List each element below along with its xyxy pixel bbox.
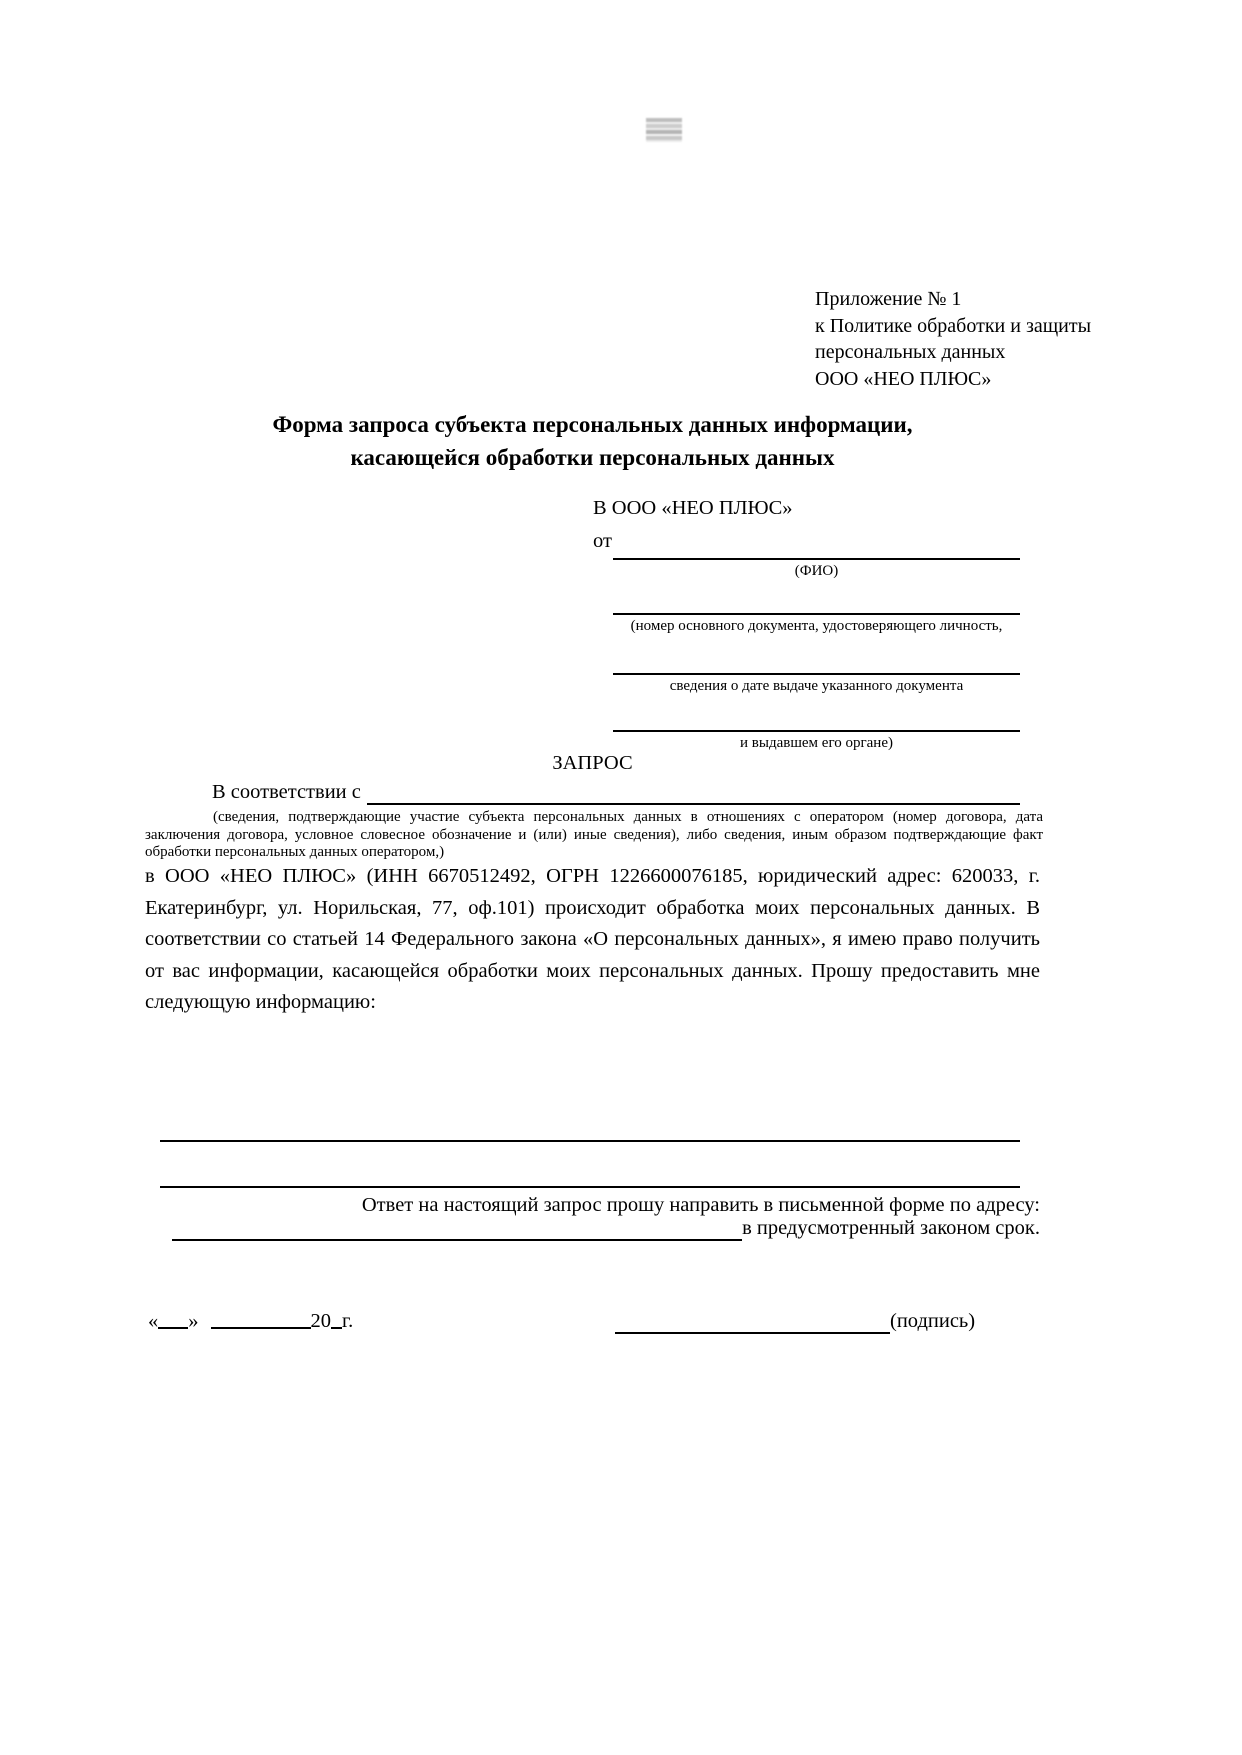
date-open-quote: « <box>148 1310 159 1332</box>
fio-field <box>613 548 1020 581</box>
spacer <box>613 581 1020 603</box>
addressee-to: В ООО «НЕО ПЛЮС» <box>593 497 793 519</box>
doc-number-field <box>613 581 1020 636</box>
reply-deadline-text: в предусмотренный законом срок. <box>742 1217 1040 1239</box>
annex-block <box>815 286 1091 392</box>
issue-date-caption: сведения о дате выдаче указанного документа <box>669 678 964 694</box>
date-year-fill-line <box>331 1311 342 1329</box>
body-text: в ООО «НЕО ПЛЮС» (ИНН 6670512492, ОГРН 1226600076185, юридический адрес: 620033, г. Екатеринбург, ул. Норильская, 77, оф.101) происходит обработка моих персональных данных. В соответствии со статьей 14 Федерального закона «О персональных данных», я имею право получить от вас информации, касающейся обработки моих персональных данных. Прошу предоставить мне следующую информацию: <box>145 865 1040 1013</box>
date-row <box>148 1308 353 1334</box>
blank-fill-line-2 <box>160 1162 1020 1188</box>
doc-number-fill-line <box>613 603 1020 615</box>
fio-caption: (ФИО) <box>794 563 839 579</box>
page-title-line-2: касающейся обработки персональных данных <box>350 445 835 470</box>
signature-fill-line <box>615 1310 890 1334</box>
annex-line: персональных данных <box>815 341 1006 363</box>
fio-fill-line <box>613 548 1020 560</box>
reply-address-fill-line <box>172 1217 742 1241</box>
spacer <box>613 636 1020 663</box>
reply-deadline-row <box>145 1215 1040 1241</box>
annex-line: ООО «НЕО ПЛЮС» <box>815 367 992 390</box>
issuing-authority-fill-line <box>613 720 1020 732</box>
date-year-suffix: г. <box>342 1310 354 1332</box>
addressee-from: от <box>593 530 612 552</box>
reply-address-line: Ответ на настоящий запрос прошу направить в письменной форме по адресу: <box>361 1194 1040 1216</box>
issuing-authority-caption: и выдавшем его органе) <box>740 735 893 751</box>
page-title <box>145 408 1040 474</box>
intro-fill-line <box>367 781 1020 805</box>
request-heading: ЗАПРОС <box>552 752 633 774</box>
annex-line: к Политике обработки и защиты <box>815 314 1092 337</box>
intro-row <box>145 779 1020 805</box>
date-month-fill-line <box>211 1311 311 1329</box>
intro-text: В соответствии с <box>212 781 361 803</box>
issue-date-field <box>613 636 1020 696</box>
spacer <box>613 696 1020 720</box>
footnote-text: (сведения, подтверждающие участие субъекта персональных данных в отношениях с оператором (номер договора, дата заключения договора, условное словесное обозначение и (или) иные сведения), либо сведения, иным образом подтверждающие факт обработки персональных данных оператором,) <box>145 809 1043 861</box>
issuing-authority-field <box>613 696 1020 753</box>
date-year: 20 <box>310 1310 331 1332</box>
date-close-quote: » <box>188 1310 199 1332</box>
signature-row <box>615 1308 975 1334</box>
signature-caption: (подпись) <box>890 1310 976 1332</box>
doc-number-caption: (номер основного документа, удостоверяющего личность, <box>630 618 1003 634</box>
annex-line: Приложение № 1 <box>815 288 962 310</box>
blurred-stamp-icon <box>646 118 682 142</box>
blank-fill-line-1 <box>160 1116 1020 1142</box>
page-title-line-1: Форма запроса субъекта персональных данных информации, <box>272 412 913 437</box>
date-day-fill-line <box>158 1311 188 1329</box>
addressee-fields <box>613 548 1020 753</box>
issue-date-fill-line <box>613 663 1020 675</box>
